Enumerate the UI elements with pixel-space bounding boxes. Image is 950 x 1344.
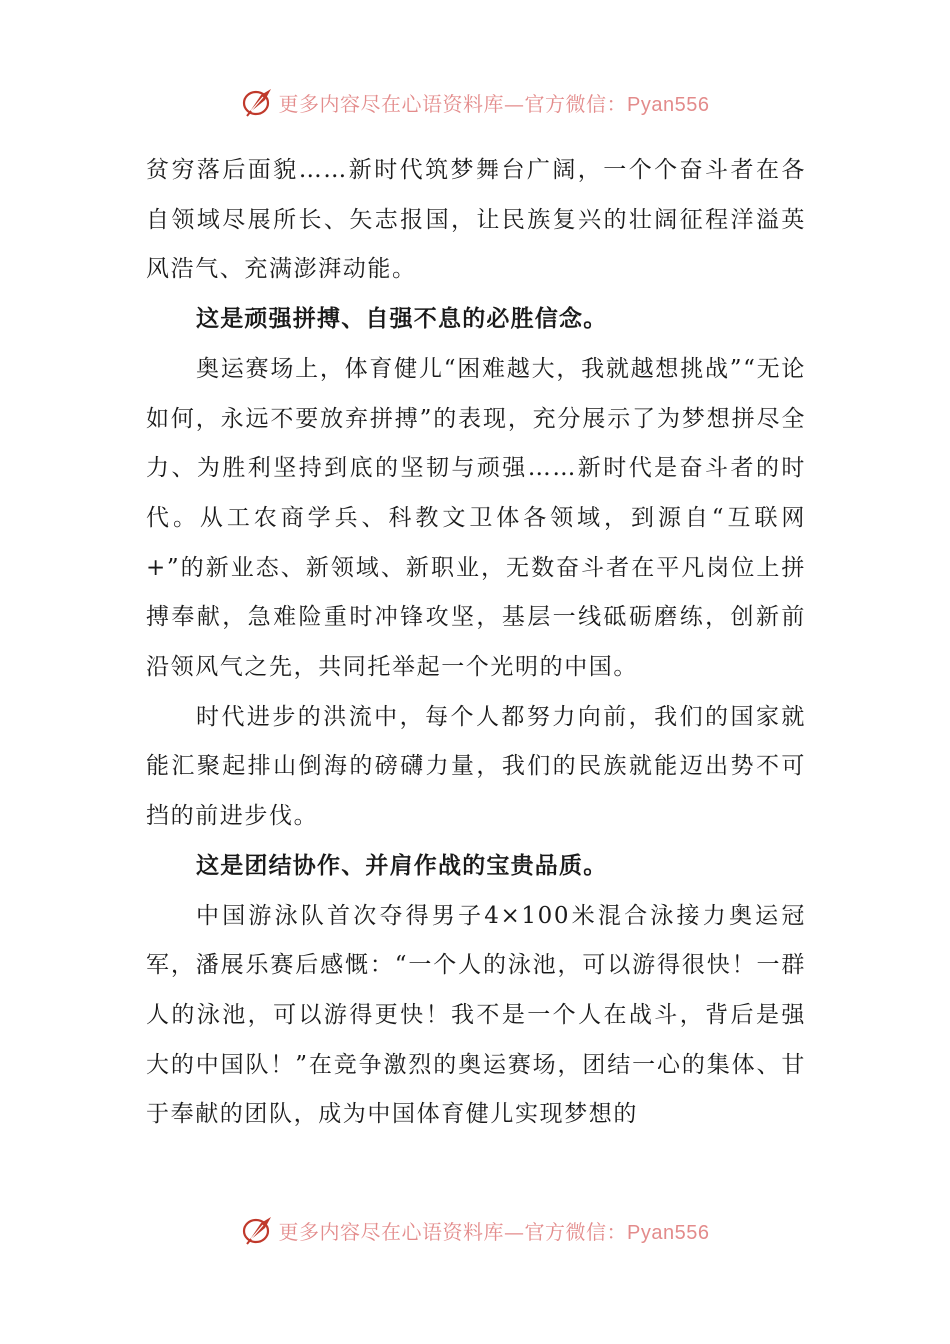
watermark-text: 更多内容尽在心语资料库—官方微信：Pyan556 <box>278 1219 710 1244</box>
paragraph-olympic-spirit: 奥运赛场上，体育健儿“困难越大，我就越想挑战”“无论如何，永远不要放弃拼搏”的表现，充分展示了为梦想拼尽全力、为胜利坚持到底的坚韧与顽强……新时代是奋斗者的时代。从工农商学兵、科教文卫体各领域，到源自“互联网+”的新业态、新领域、新职业，无数奋斗者在平凡岗位上拼搏奉献，急难险重时冲锋攻坚，基层一线砥砺磨练，创新前沿领风气之先，共同托举起一个光明的中国。 <box>146 355 806 681</box>
paragraph-continued: 贫穷落后面貌……新时代筑梦舞台广阔，一个个奋斗者在各自领域尽展所长、矢志报国，让民族复兴的壮阔征程洋溢英风浩气、充满澎湃动能。 <box>146 157 806 283</box>
watermark-text: 更多内容尽在心语资料库—官方微信：Pyan556 <box>278 91 710 116</box>
watermark-footer <box>0 1210 950 1250</box>
section-heading-teamwork: 这是团结协作、并肩作战的宝贵品质。 <box>196 852 608 879</box>
paragraph-national-progress: 时代进步的洪流中，每个人都努力向前，我们的国家就能汇聚起排山倒海的磅礴力量，我们的民族就能迈出势不可挡的前进步伐。 <box>146 703 806 830</box>
section-heading-perseverance: 这是顽强拼搏、自强不息的必胜信念。 <box>196 306 608 333</box>
watermark-header <box>0 82 950 122</box>
document-body <box>146 146 806 1140</box>
paragraph-swim-relay: 中国游泳队首次夺得男子4×100米混合泳接力奥运冠军，潘展乐赛后感慨：“一个人的泳池，可以游得很快！一群人的泳池，可以游得更快！我不是一个人在战斗，背后是强大的中国队！”在竞争激烈的奥运赛场，团结一心的集体、甘于奉献的团队，成为中国体育健儿实现梦想的 <box>146 902 806 1128</box>
quill-logo-icon <box>241 1213 275 1247</box>
quill-logo-icon <box>241 85 275 119</box>
